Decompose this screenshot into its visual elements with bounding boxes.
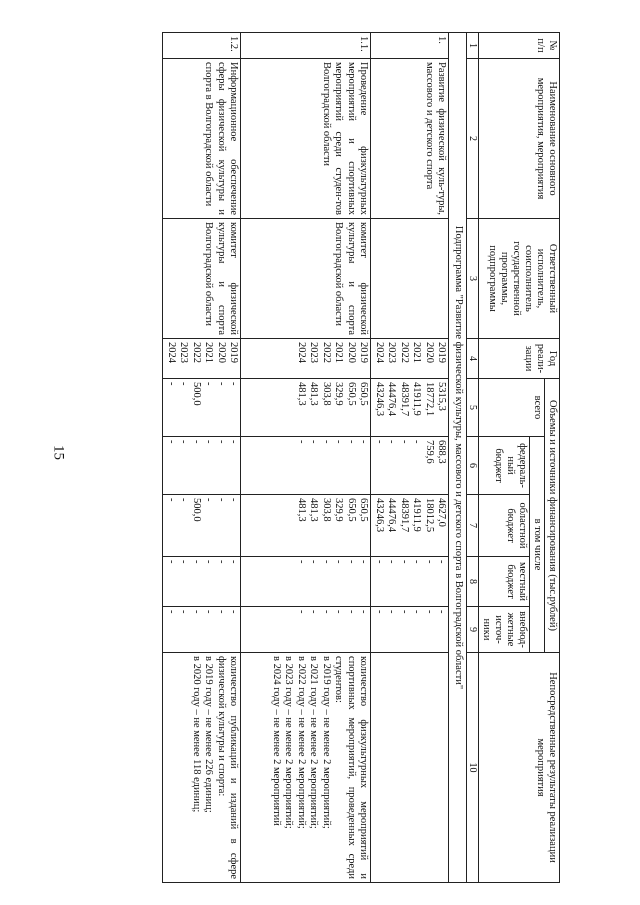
row-local: - - - - - - (371, 557, 449, 607)
col-number: 6 (467, 437, 479, 495)
financing-table (163, 32, 561, 883)
row-result: количество физкультурных мероприятий и спортивных мероприятий, проведенных среди студентов: в 2019 году – не менее 2 мероприятий; в 2021 году – не менее 2 мероприятий; в 2022 году – не менее 2 мероприятий; в 2023 году – не менее 2 мероприятий; в 2024 году – не менее 2 мероприятий (241, 653, 371, 883)
row-name: Развитие физической куль-туры, массового и детского спорта (371, 59, 449, 219)
col-number: 1 (467, 33, 479, 59)
header-regional: областной бюджет (479, 495, 530, 557)
row-result: количество публикаций и изданий в сфере физической культуры и спорта: в 2019 году – не менее 226 единиц; в 2020 году – не менее 118 единиц; (163, 653, 241, 883)
row-extra: - - - - - - (163, 607, 241, 653)
header-executor: Ответственный исполнитель, соисполнитель государственной программы, подпрограммы (479, 219, 560, 339)
row-regional: 650,5 650,5 329,9 303,8 481,3 481,3 (241, 495, 371, 557)
col-number: 4 (467, 339, 479, 379)
row-num: 1.1. (241, 33, 371, 59)
row-federal: - - - - - - (163, 437, 241, 495)
header-num: № п/п (479, 33, 560, 59)
row-executor (371, 219, 449, 339)
row-years: 2019 2020 2021 2022 2023 2024 (241, 339, 371, 379)
row-result (371, 653, 449, 883)
subprogram-title: Подпрограмма "Развитие физической культуры, массового и детского спорта в Волгоградской области" (449, 33, 467, 883)
row-executor: комитет физической культуры и спорта Волгоградской области (163, 219, 241, 339)
row-local: - - - - - - (241, 557, 371, 607)
col-number: 9 (467, 607, 479, 653)
row-extra: - - - - - - (371, 607, 449, 653)
table-row (241, 33, 371, 883)
row-federal: 688,3 759,6 - - - - (371, 437, 449, 495)
row-num: 1.2. (163, 33, 241, 59)
row-executor: комитет физической культуры и спорта Волгоградской области (241, 219, 371, 339)
row-total: - - - 500,0 - - (163, 379, 241, 437)
header-extrabudget: внебюд-жетные источ-ники (479, 607, 530, 653)
header-local: местный бюджет (479, 557, 530, 607)
row-regional: 4627,0 18012,5 41911,9 48391,7 44476,4 43246,3 (371, 495, 449, 557)
row-federal: - - - - - - (241, 437, 371, 495)
row-name: Информационное обеспечение сферы физической культуры и спорта в Волгоградской области (163, 59, 241, 219)
row-total: 5315,3 18772,1 41911,9 48391,7 44476,4 43246,3 (371, 379, 449, 437)
row-regional: - - - 500,0 - - (163, 495, 241, 557)
col-number: 2 (467, 59, 479, 219)
row-name: Проведение физкультурных мероприятий и спортивных мероприятий среди студен-тов Волгоградской области (241, 59, 371, 219)
row-num: 1. (371, 33, 449, 59)
header-name: Наименование основного мероприятия, мероприятия (479, 59, 560, 219)
col-number: 5 (467, 379, 479, 437)
table-row (163, 33, 241, 883)
header-total: всего (479, 379, 545, 437)
page-number: 15 (50, 445, 67, 460)
col-number: 8 (467, 557, 479, 607)
row-extra: - - - - - - (241, 607, 371, 653)
col-number: 10 (467, 653, 479, 883)
row-years: 2019 2020 2021 2022 2023 2024 (371, 339, 449, 379)
header-year: Год реали-зации (479, 339, 560, 379)
table-row (371, 33, 449, 883)
col-number: 7 (467, 495, 479, 557)
row-years: 2019 2020 2021 2022 2023 2024 (163, 339, 241, 379)
header-results: Непосредственные результаты реализации мероприятия (479, 653, 560, 883)
row-total: 650,5 650,5 329,9 303,8 481,3 481,3 (241, 379, 371, 437)
header-including: в том числе (530, 437, 545, 653)
rotated-page-content (166, 32, 560, 882)
header-financing: Объемы и источники финансирования (тыс.рублей) (545, 379, 560, 653)
col-number: 3 (467, 219, 479, 339)
header-federal: федераль-ный бюджет (479, 437, 530, 495)
row-local: - - - - - - (163, 557, 241, 607)
